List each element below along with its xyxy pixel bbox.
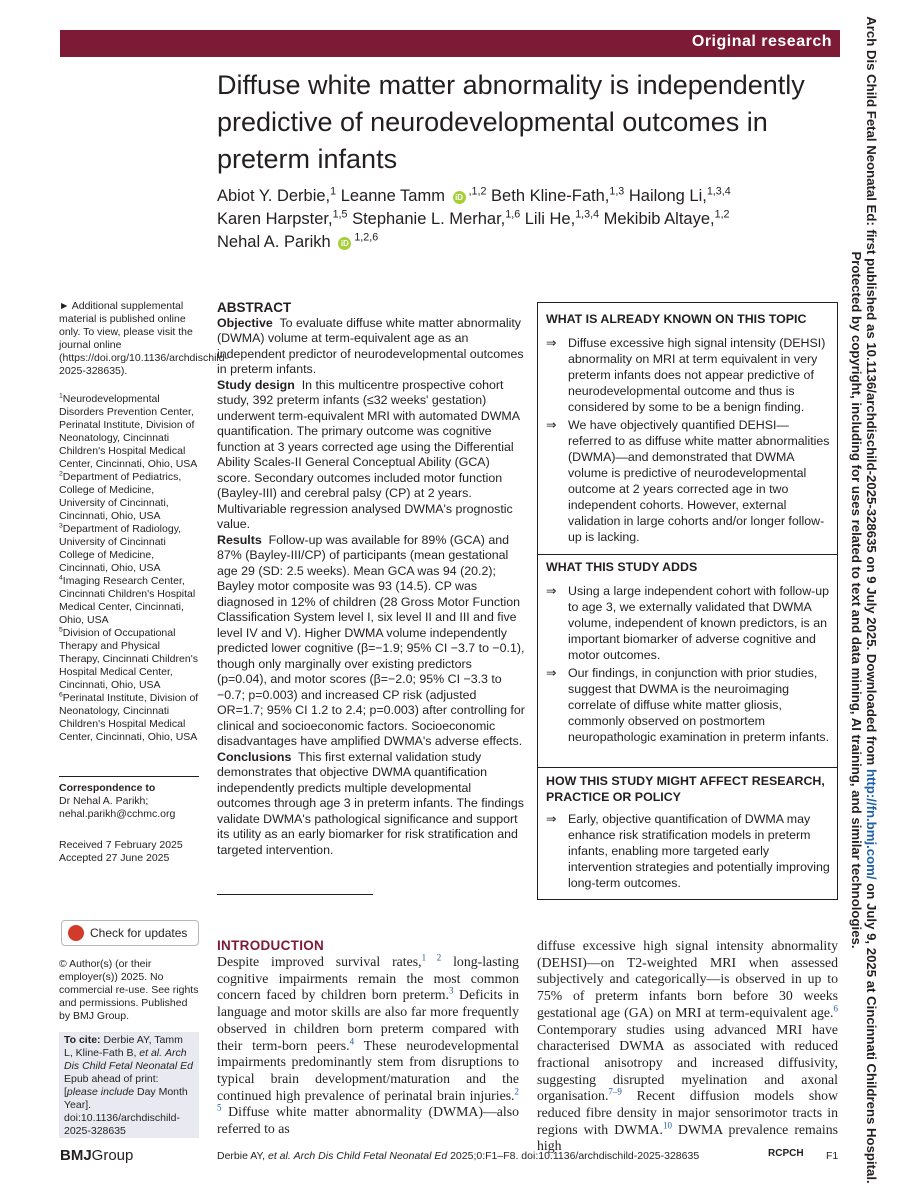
copyright-notice: © Author(s) (or their employer(s)) 2025. No commercial re-use. See rights and permissions. Published by BMJ Group. (59, 958, 199, 1022)
dates (59, 839, 199, 865)
adds-section (546, 559, 831, 745)
author[interactable]: Leanne Tamm (340, 187, 445, 205)
rcpch-logo: RCPCH (768, 1148, 804, 1159)
author-list: Abiot Y. Derbie,$^1$ Leanne Tamm iD $^{,1,2}$ Beth Kline-Fath,$^{1,3}$ Hailong Li,$^{1,3,4}$ Karen Harpster,$^{1,5}$ Stephanie L. Merhar,$^{1,6}$ Lili He,$^{1,3,4}$ Mekibib Altaye,$^{1,2}$ Nehal A. Parikh iD $^{1,2,6}$ (217, 185, 731, 251)
abstract-objective: Objective To evaluate diffuse white matter abnormality (DWMA) volume at term-equivalent age as an independent predictor of neurodevelopmental outcomes in preterm infants. (217, 315, 524, 376)
journal-link[interactable]: http://fn.bmj.com/ (864, 768, 879, 880)
adds-item: ⇒ Our findings, in conjunction with prior studies, suggest that DWMA is the neuroimaging correlate of diffuse white matter gliosis, commonly observed on postmortem neuropathologic examination in preterm infants. (546, 666, 830, 744)
known-section (546, 311, 831, 545)
article-title: Diffuse white matter abnormality is independently predictive of neurodevelopmental outcomes in preterm infants (217, 70, 805, 174)
reference-link[interactable]: 1 2 (421, 952, 442, 963)
orcid-icon[interactable]: iD (453, 191, 466, 204)
arrow-icon: ⇒ (546, 584, 557, 598)
author[interactable]: Mekibib Altaye, (603, 210, 715, 228)
abstract-heading: ABSTRACT (217, 300, 292, 315)
check-updates-button[interactable] (61, 920, 199, 946)
affiliation: $^4$Imaging Research Center, Cincinnati Children's Hospital Medical Center, Cincinnati, Ohio, USA (59, 574, 196, 626)
footer-citation: Derbie AY, et al. Arch Dis Child Fetal Neonatal Ed 2025;0:F1–F8. doi:10.1136/archdischild-2025-328635 (217, 1150, 700, 1162)
received-date: Received 7 February 2025 (59, 839, 183, 851)
abstract (217, 300, 525, 858)
intro-column-right: diffuse excessive high signal intensity abnormality (DEHSI)—on T2-weighted MRI when assessed subjectively and categorically—is observed in up to 75% of preterm infants born before 30 weeks gestational age (GA) on MRI at term-equivalent age.$^6$ Contemporary studies using advanced MRI have characterised DWMA as associated with reduced fractional anisotropy and increased diffusivity, suggesting disrupted myelination and axonal organisation.$^{7-9}$ Recent diffusion models show reduced fibre density in major sensorimotor tracts in regions with DWMA.$^{10}$ DWMA prevalence remains high (537, 938, 838, 1154)
orcid-icon[interactable]: iD (338, 237, 351, 250)
correspondence-name: Dr Nehal A. Parikh; (59, 795, 149, 807)
affect-heading: HOW THIS STUDY MIGHT AFFECT RESEARCH, PRACTICE OR POLICY (546, 774, 825, 804)
author[interactable]: Stephanie L. Merhar, (352, 210, 506, 228)
author[interactable]: Beth Kline-Fath, (491, 187, 610, 205)
reference-link[interactable]: 6 (833, 1003, 838, 1014)
adds-heading: WHAT THIS STUDY ADDS (546, 560, 698, 574)
correspondence-email[interactable]: nehal.parikh@cchmc.org (59, 808, 176, 820)
divider (538, 767, 837, 768)
arrow-icon: ⇒ (546, 666, 557, 680)
correspondence (59, 782, 199, 821)
affiliation: $^3$Department of Radiology, University of Cincinnati College of Medicine, Cincinnati, Ohio, USA (59, 522, 182, 574)
arrow-icon: ⇒ (546, 812, 557, 826)
affect-section (546, 773, 831, 891)
crossmark-icon (68, 925, 84, 941)
correspondence-heading: Correspondence to (59, 782, 156, 794)
affiliation: $^6$Perinatal Institute, Division of Neonatology, Cincinnati Children's Hospital Medical Center, Cincinnati, Ohio, USA (59, 691, 199, 743)
page-number: F1 (826, 1150, 839, 1162)
author[interactable]: Abiot Y. Derbie, (217, 187, 331, 205)
section-banner (60, 30, 840, 57)
reference-link[interactable]: 7–9 (608, 1086, 622, 1097)
known-item: ⇒ We have objectively quantified DEHSI—referred to as diffuse white matter abnormalities (DWMA)—and demonstrated that DWMA volume is predictive of neurodevelopmental outcome at 2 years corrected age in two independent cohorts. However, external validation in large cohorts and/or longer follow-up is lacking. (546, 418, 830, 544)
accepted-date: Accepted 27 June 2025 (59, 852, 170, 864)
reference-link[interactable]: 10 (662, 1120, 672, 1131)
reference-link[interactable]: 4 (349, 1035, 355, 1046)
divider (538, 554, 837, 555)
reference-link[interactable]: 2 5 (217, 1086, 519, 1113)
abstract-results: Results Follow-up was available for 89% (GCA) and 87% (Bayley-III/CP) of participants (mean gestational age 29 (SD: 2.5 weeks). Mean GCA was 94 (20.2); Bayley motor composite was 93 (14.5). CP was diagnosed in 12% of children (28 Gross Motor Function Classification System level I, six level II and III and five level IV and V). Higher DWMA volume independently predicted lower cognitive (β=−1.9; 95% CI −3.7 to −0.1), though only marginally over existing predictors (p=0.04), and motor scores (β=−2.0; 95% CI −3.3 to −0.7; p=0.003) and increased CP risk (adjusted OR=1.7; 95% CI 1.2 to 2.4; p=0.003) after controlling for clinical and socioeconomic factors. Socioeconomic disadvantages have amplified DWMA's adverse effects. (217, 532, 525, 748)
affiliation: $^1$Neurodevelopmental Disorders Prevention Center, Perinatal Institute, Division of Neonatology, Cincinnati Children's Hospital Medical Center, Cincinnati, Ohio, USA (59, 392, 198, 470)
known-item: ⇒ Diffuse excessive high signal intensity (DEHSI) abnormality on MRI at term equivalent in very preterm infants does not appear predictive of neurodevelopmental outcome and thus is considered by some to be a benign finding. (546, 336, 826, 414)
affiliations (59, 393, 199, 744)
affect-item: ⇒ Early, objective quantification of DWMA may enhance risk stratification models in preterm infants, enabling more targeted early intervention strategies and potentially improving long-term outcomes. (546, 812, 830, 890)
check-updates-label: Check for updates (90, 926, 188, 940)
section-label: Original research (691, 33, 832, 50)
vertical-copyright-strip: Arch Dis Child Fetal Neonatal Ed: first published as 10.1136/archdischild-2025-328635 on 9 July 2025. Downloaded from http://fn.bmj.com/ on July 9, 2025 at Cincinnati Childrens Hospital. Protected by copyright, including for uses related to text and data mining, AI training, and similar technologies. (849, 16, 879, 1184)
intro-column-left: Despite improved survival rates,$^{1 2}$ long-lasting cognitive impairments remain the most common concern faced by children born preterm.$^3$ Deficits in language and motor skills are also far more frequently observed in children born preterm compared with their term-born peers.$^4$ These neurodevelopmental impairments predominantly stem from disruptions to typical brain development/maturation and the continued high prevalence of perinatal brain injuries.$^{2 5}$ Diffuse white matter abnormality (DWMA)—also referred to as (217, 952, 519, 1137)
key-messages-box (537, 302, 838, 900)
author[interactable]: Lili He, (524, 210, 576, 228)
known-heading: WHAT IS ALREADY KNOWN ON THIS TOPIC (546, 312, 807, 326)
divider (217, 894, 373, 895)
reference-link[interactable]: 3 (448, 985, 454, 996)
arrow-icon: ⇒ (546, 336, 557, 350)
arrow-icon: ⇒ (546, 418, 557, 432)
adds-item: ⇒ Using a large independent cohort with follow-up to age 3, we externally validated that DWMA volume, independent of known predictors, is an important biomarker of adverse cognitive and motor outcomes. (546, 584, 830, 662)
author[interactable]: Karen Harpster, (217, 210, 333, 228)
bmj-logo: BMJGroup (60, 1147, 134, 1164)
citation-box: To cite: Derbie AY, Tamm L, Kline-Fath B, et al. Arch Dis Child Fetal Neonatal Ed Epub ahead of print: [please include Day Month Year]. doi:10.1136/archdischild-2025-328635 (59, 1032, 199, 1138)
abstract-conclusions: Conclusions This first external validation study demonstrates that objective DWMA quantification independently predicts multiple developmental outcomes through age 3 in preterm infants. The findings validate DWMA's pathological significance and support its utility as an early biomarker for risk stratification and targeted intervention. (217, 749, 524, 857)
introduction-heading: INTRODUCTION (217, 938, 325, 953)
supplemental-note: ► Additional supplemental material is published online only. To view, please visit the journal online (https://doi.org/10.1136/archdischild-2025-328635). (59, 300, 229, 377)
affiliation: $^5$Division of Occupational Therapy and Physical Therapy, Cincinnati Children's Hospital Medical Center, Cincinnati, Ohio, USA (59, 626, 198, 691)
divider (59, 776, 199, 777)
abstract-design: Study design In this multicentre prospective cohort study, 392 preterm infants (≤32 weeks' gestation) underwent term-equivalent MRI with automated DWMA quantification. The primary outcome was cognitive function at 3 years corrected age using the Differential Ability Scales-II General Conceptual Ability (GCA) score. Secondary outcomes included motor function (Bayley-III) and cerebral palsy (CP) at 2 years. Multivariable regression analysed DWMA's prognostic value. (217, 377, 520, 531)
author[interactable]: Hailong Li, (628, 187, 707, 205)
affiliation: $^2$Department of Pediatrics, College of Medicine, University of Cincinnati, Cincinnati, Ohio, USA (59, 470, 182, 522)
author[interactable]: Nehal A. Parikh (217, 233, 331, 251)
